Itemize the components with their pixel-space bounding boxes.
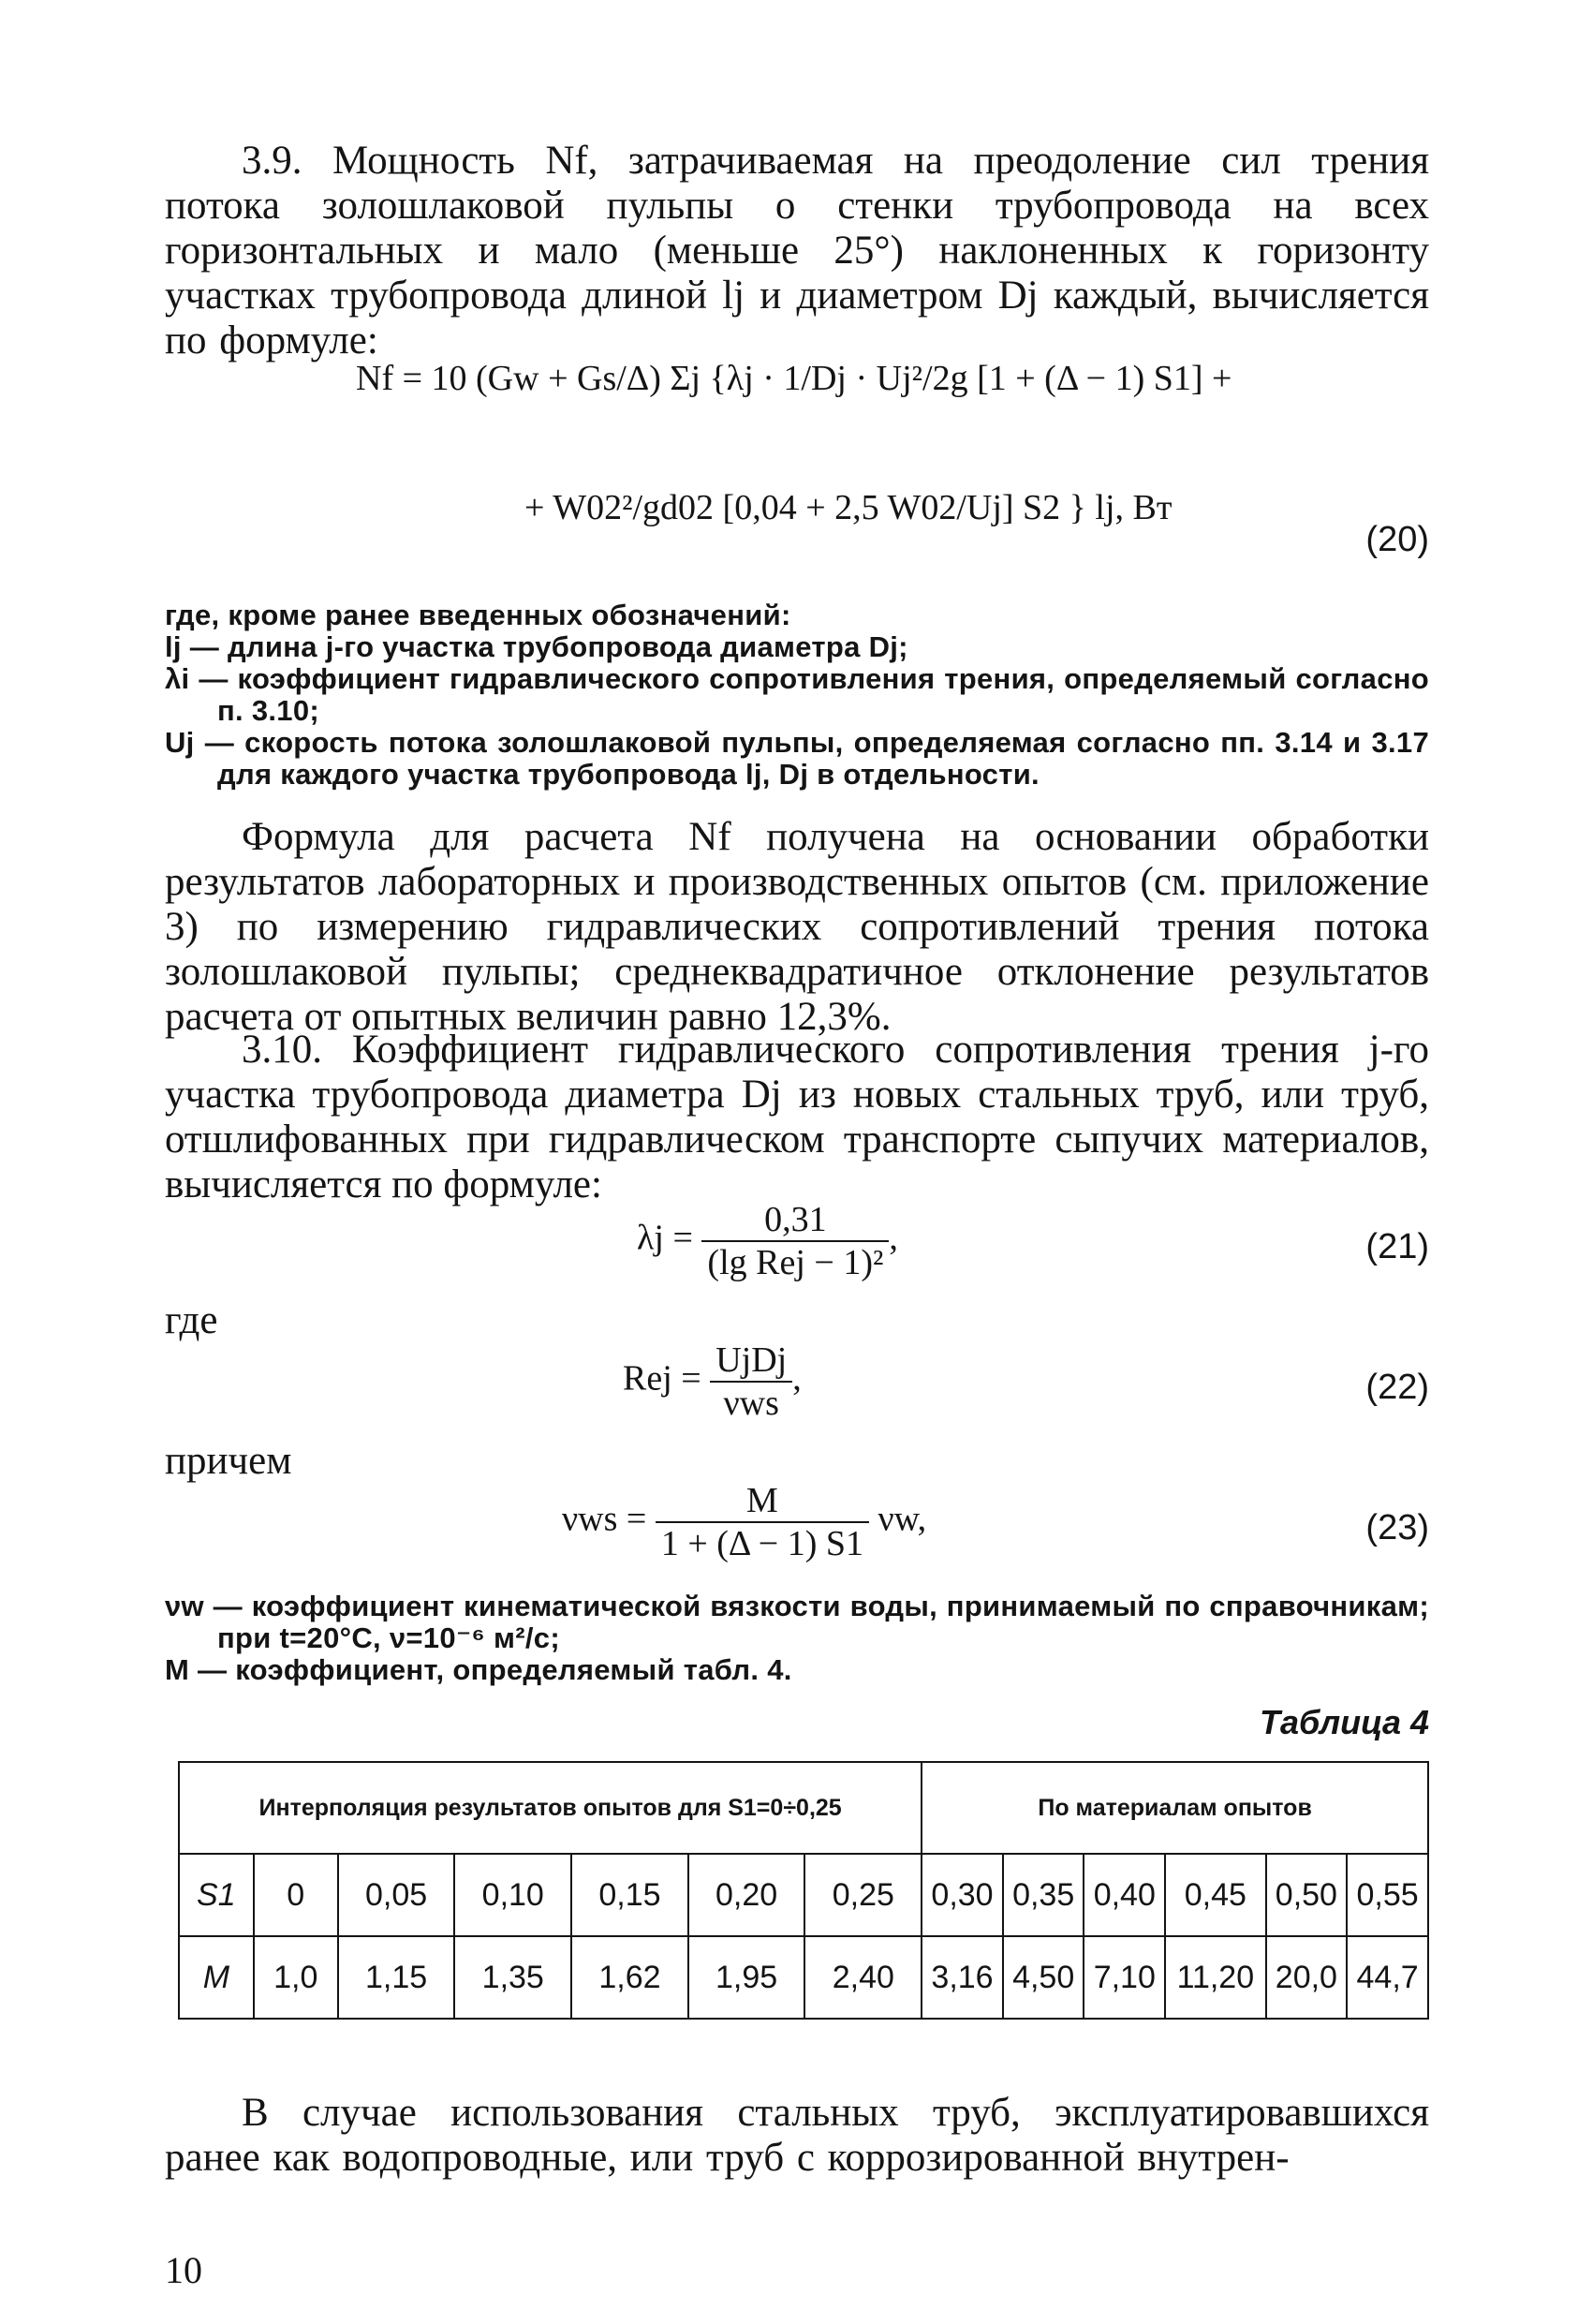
- formula-basis-paragraph: Формула для расчета Nf получена на основании обработки результатов лабораторных и производственных опытов (см. приложение 3) по измерению гидравлических сопротивлений трения потока золошлаковой пульпы; среднеквадратичное отклонение результатов расчета от опытных величин равно 12,3%.: [165, 815, 1429, 1039]
- table-4: [178, 1761, 1429, 2020]
- table-cell: 0,55: [1347, 1854, 1428, 1936]
- table-row-s1: [179, 1854, 1428, 1936]
- formula-20-line-2: + W02²/gd02 [0,04 + 2,5 W02/Uj] S2 } lj, Вт: [524, 488, 1173, 527]
- where-list-23: [165, 1591, 1429, 1686]
- table-cell: 11,20: [1165, 1936, 1265, 2019]
- definition-lambda: λi — коэффициент гидравлического сопротивления трения, определяемый согласно п. 3.10;: [165, 662, 1429, 727]
- table-cell: 44,7: [1347, 1936, 1428, 2019]
- formula-23-fraction: [656, 1480, 869, 1564]
- formula-20-line-1: Nf = 10 (Gw + Gs/Δ) Σj {λj · 1/Dj · Uj²/2g [1 + (Δ − 1) S1] +: [356, 359, 1232, 398]
- table-cell: 20,0: [1266, 1936, 1348, 2019]
- table-cell: 1,95: [688, 1936, 805, 2019]
- closing-paragraph: В случае использования стальных труб, эксплуатировавшихся ранее как водопроводные, или труб с коррозированной внутрен-: [165, 2091, 1429, 2180]
- table-group-header-row: [179, 1762, 1428, 1854]
- table-cell: 1,35: [454, 1936, 571, 2019]
- table-cell: 1,62: [571, 1936, 688, 2019]
- table-cell: 1,0: [254, 1936, 338, 2019]
- formula-23-numerator: M: [656, 1480, 869, 1523]
- table-cell: 7,10: [1084, 1936, 1165, 2019]
- table-group-header-experiments: По материалам опытов: [922, 1762, 1428, 1854]
- formula-22-tail: ,: [792, 1358, 802, 1399]
- formula-23-tail: νw,: [878, 1499, 927, 1539]
- definition-uj: Uj — скорость потока золошлаковой пульпы, определяемая согласно пп. 3.14 и 3.17 для каждого участка трубопровода lj, Dj в отдельности.: [165, 726, 1429, 791]
- formula-21-lhs: λj =: [637, 1218, 693, 1258]
- table-row-label: M: [179, 1936, 254, 2019]
- table-cell: 0,35: [1003, 1854, 1084, 1936]
- formula-22-fraction: [710, 1340, 792, 1424]
- table-cell: 0,40: [1084, 1854, 1165, 1936]
- formula-23-denominator: 1 + (Δ − 1) S1: [660, 1524, 863, 1563]
- section-3-9-paragraph: 3.9. Мощность Nf, затрачиваемая на преодоление сил трения потока золошлаковой пульпы о стенки трубопровода на всех горизонтальных и мало (меньше 25°) наклоненных к горизонту участках трубопровода длиной lj и диаметром Dj каждый, вычисляется по формуле:: [165, 139, 1429, 363]
- table-cell: 4,50: [1003, 1936, 1084, 2019]
- formula-22-denominator: νws: [723, 1384, 779, 1423]
- equation-number-23: (23): [1365, 1508, 1429, 1547]
- definition-nu-w: νw — коэффициент кинематической вязкости воды, принимаемый по справочникам; при t=20°С, ν=10⁻⁶ м²/с;: [165, 1590, 1429, 1654]
- formula-23: [562, 1480, 926, 1564]
- formula-22-lhs: Rej =: [623, 1358, 701, 1399]
- word-where: где: [165, 1298, 218, 1342]
- equation-number-21: (21): [1365, 1227, 1429, 1266]
- table-cell: 0,20: [688, 1854, 805, 1936]
- formula-21-denominator: (lg Rej − 1)²: [707, 1243, 884, 1282]
- equation-number-20: (20): [1365, 520, 1429, 559]
- equation-number-22: (22): [1365, 1368, 1429, 1407]
- formula-21: [637, 1199, 898, 1283]
- table-cell: 0,05: [338, 1854, 455, 1936]
- formula-21-fraction: [701, 1199, 889, 1283]
- table-cell: 2,40: [804, 1936, 922, 2019]
- page-number: 10: [165, 2249, 202, 2291]
- where-intro: где, кроме ранее введенных обозначений:: [165, 599, 791, 631]
- definition-lj: lj — длина j-го участка трубопровода диаметра Dj;: [165, 630, 908, 663]
- table-cell: 0,50: [1266, 1854, 1348, 1936]
- table-row-m: [179, 1936, 1428, 2019]
- table-cell: 0,15: [571, 1854, 688, 1936]
- formula-21-tail: ,: [889, 1218, 898, 1258]
- table-cell: 3,16: [922, 1936, 1003, 2019]
- formula-22-numerator: UjDj: [710, 1340, 792, 1383]
- table-group-header-interpolation: Интерполяция результатов опытов для S1=0÷0,25: [179, 1762, 922, 1854]
- formula-21-numerator: 0,31: [701, 1199, 889, 1242]
- formula-22: [623, 1340, 802, 1424]
- definition-m: M — коэффициент, определяемый табл. 4.: [165, 1653, 792, 1686]
- table-caption: Таблица 4: [1259, 1703, 1429, 1741]
- where-list-20: [165, 600, 1429, 791]
- section-3-10-paragraph: 3.10. Коэффициент гидравлического сопротивления трения j-го участка трубопровода диаметра Dj из новых стальных труб, или труб, отшлифованных при гидравлическом транспорте сыпучих материалов, вычисляется по формуле:: [165, 1028, 1429, 1206]
- table-cell: 1,15: [338, 1936, 455, 2019]
- table-cell: 0,30: [922, 1854, 1003, 1936]
- table-cell: 0,45: [1165, 1854, 1265, 1936]
- table-row-label: S1: [179, 1854, 254, 1936]
- formula-23-lhs: νws =: [562, 1499, 647, 1539]
- table-cell: 0: [254, 1854, 338, 1936]
- table-cell: 0,10: [454, 1854, 571, 1936]
- table-cell: 0,25: [804, 1854, 922, 1936]
- word-moreover: причем: [165, 1439, 292, 1483]
